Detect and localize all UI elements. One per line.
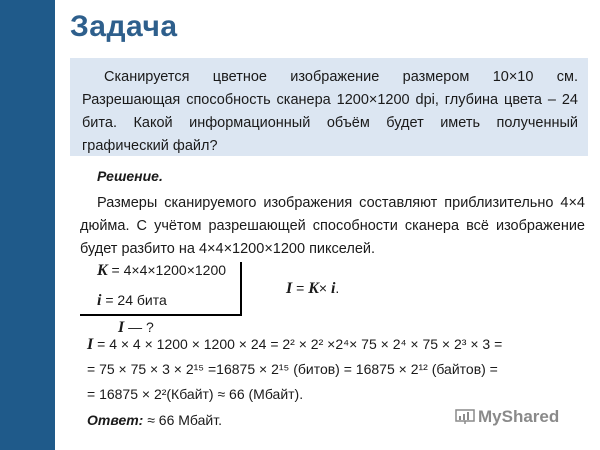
calc-line-1-text: = 4 × 4 × 1200 × 1200 × 24 = 2² × 2² ×2⁴× 75 × 2⁴ × 75 × 2³ × 3 = — [93, 336, 503, 352]
volume-formula — [286, 280, 339, 298]
presentation-icon — [455, 409, 475, 425]
solution-text: Размеры сканируемого изображения составляют приблизительно 4×4 дюйма. С учётом разрешающей способности сканера всё изображение будет разбито на 4×4×1200×1200 пикселей. — [80, 195, 585, 257]
formula-k: K — [308, 280, 319, 297]
slide-title: Задача — [70, 10, 178, 43]
formula-times: × — [318, 280, 331, 296]
watermark-logo — [455, 407, 559, 427]
answer-label: Ответ: — [87, 412, 144, 428]
given-k-value: = 4×4×1200×1200 — [107, 262, 227, 278]
task-box — [70, 58, 588, 156]
calc-line-3: = 16875 × 2²(Кбайт) ≈ 66 (Мбайт). — [87, 386, 304, 402]
var-I: I — [118, 319, 125, 336]
logo-text: MyShared — [478, 407, 560, 426]
find-I — [118, 319, 154, 337]
answer — [87, 412, 222, 428]
given-k — [97, 262, 226, 280]
solution-text-block — [80, 192, 585, 261]
given-i-value: = 24 бита — [101, 292, 167, 308]
answer-value: ≈ 66 Мбайт. — [143, 412, 222, 428]
find-I-value: — ? — [124, 319, 154, 335]
calc-var: I — [87, 336, 94, 353]
given-divider-vertical — [240, 262, 242, 316]
given-divider-horizontal — [80, 314, 242, 316]
calc-line-2: = 75 × 75 × 3 × 2¹⁵ =16875 × 2¹⁵ (битов) = 16875 × 2¹² (байтов) = — [87, 361, 498, 377]
formula-lhs: I — [286, 280, 293, 297]
formula-dot: . — [335, 280, 340, 296]
var-k: K — [97, 262, 108, 279]
var-i: i — [97, 292, 102, 309]
given-i — [97, 292, 167, 310]
formula-i: i — [330, 280, 336, 297]
left-accent-bar — [0, 0, 55, 450]
calc-line-1 — [87, 336, 502, 354]
task-text: Сканируется цветное изображение размером 10×10 см. Разрешающая способность сканера 1200×1200 dpi, глубина цвета – 24 бита. Какой информационный объём будет иметь полученный графический файл? — [82, 69, 578, 154]
formula-eq: = — [292, 280, 309, 296]
solution-label: Решение. — [97, 168, 163, 184]
